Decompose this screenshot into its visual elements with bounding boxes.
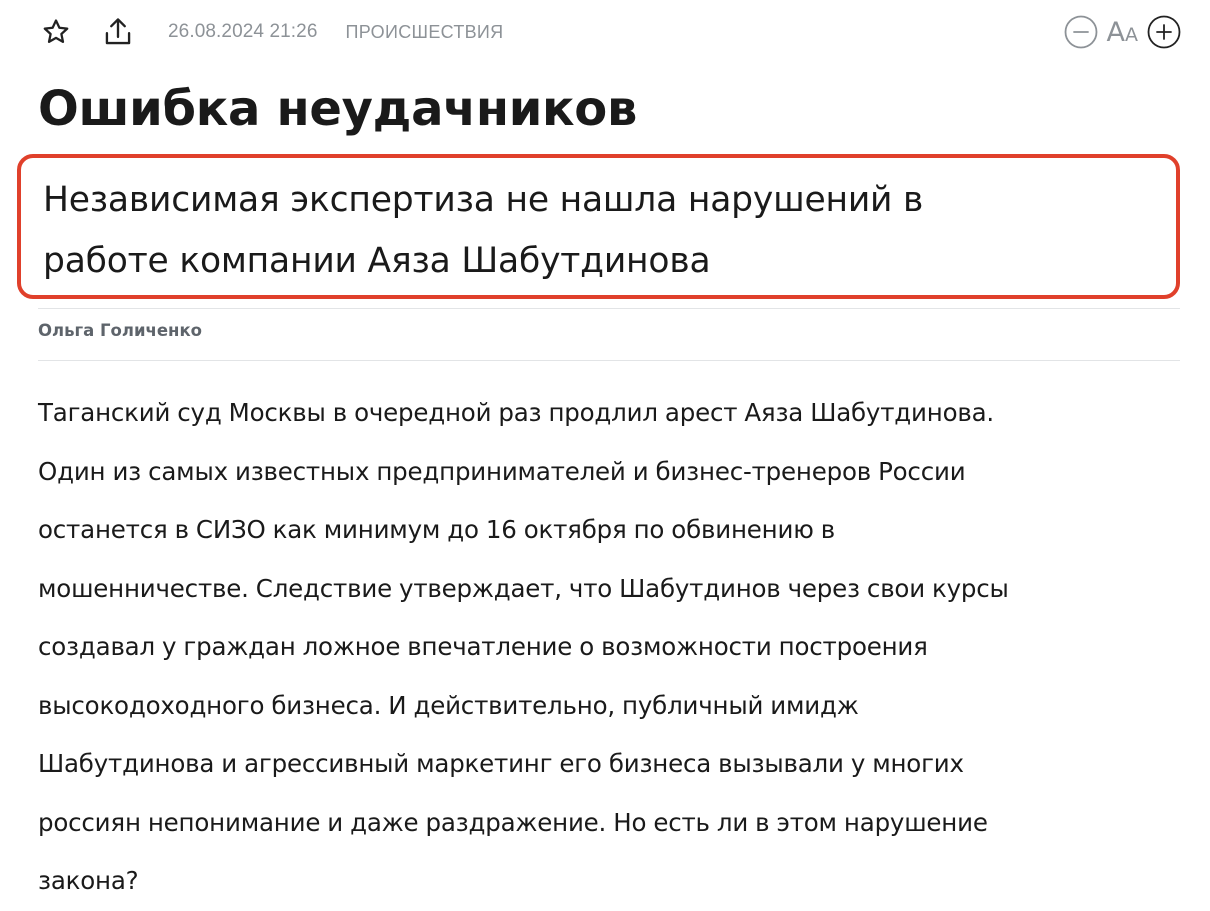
article-toolbar [38,10,1182,54]
font-size-control [1063,12,1182,52]
paragraph-line: Таганский суд Москвы в очередной раз продлил арест Аяза Шабутдинова. [38,398,995,427]
rubric-link[interactable]: ПРОИСШЕСТВИЯ [345,21,504,42]
paragraph-line: создавал у граждан ложное впечатление о возможности построения [38,632,928,661]
paragraph-line: высокодоходного бизнеса. И действительно, публичный имидж [38,690,859,720]
paragraph-line: Один из самых известных предпринимателей и бизнес-тренеров России [38,456,966,486]
subtitle-highlight-box [17,154,1180,299]
font-size-label: A A [1106,16,1138,48]
paragraph-line: россиян непонимание и даже раздражение. Но есть ли в этом нарушение [38,807,988,837]
paragraph-line: закона? [38,866,139,895]
publish-date: 26.08.2024 21:26 [168,21,318,42]
article-title: Ошибка неудачников [38,81,638,137]
subtitle-line: работе компании Аяза Шабутдинова [43,241,711,281]
share-button[interactable] [100,12,136,52]
bookmark-button[interactable] [38,12,74,52]
increase-font-button[interactable] [1146,12,1182,52]
decrease-font-button[interactable] [1063,12,1099,52]
share-icon [103,16,133,48]
article-subtitle [43,170,1153,292]
star-icon [41,17,71,47]
subtitle-line: Независимая экспертиза не нашла нарушений в [43,180,924,220]
paragraph-line: мошенничестве. Следствие утверждает, что Шабутдинов через свои курсы [38,573,1009,603]
paragraph-line: Шабутдинова и агрессивный маркетинг его бизнеса вызывали у многих [38,749,964,778]
divider [38,308,1180,309]
minus-circle-icon [1063,14,1099,50]
author-link[interactable]: Ольга Голиченко [38,321,202,340]
paragraph-line: останется в СИЗО как минимум до 16 октября по обвинению в [38,515,835,544]
plus-circle-icon [1146,14,1182,50]
article-lead-paragraph [38,384,1180,911]
divider [38,360,1180,361]
